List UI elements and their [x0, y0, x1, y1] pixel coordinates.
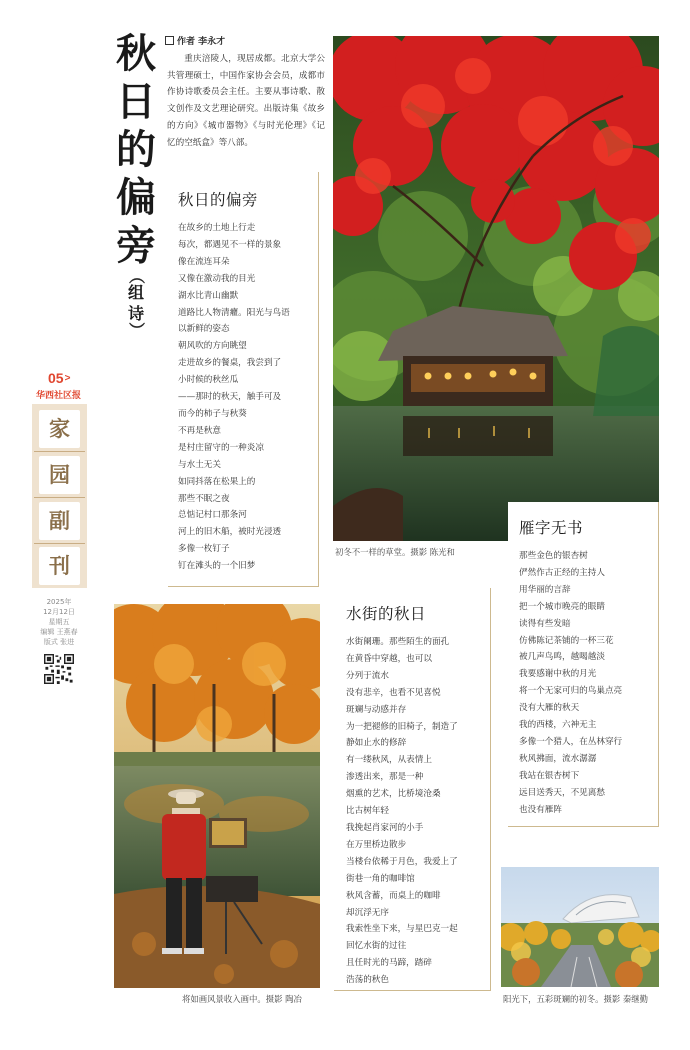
poem-box	[168, 172, 318, 586]
poem-line: 烟熏的艺术，比桥境沧桑	[346, 789, 441, 800]
author-label-row	[165, 34, 325, 51]
photo-painter	[114, 604, 320, 988]
page-number	[48, 370, 70, 386]
poem-line: 像在流连耳朵	[178, 256, 230, 267]
photo-city-image	[501, 867, 659, 987]
headline	[112, 30, 160, 336]
poem-line: 回忆水街的过往	[346, 941, 407, 952]
poem-line: 河上的旧木船，被时光浸透	[178, 527, 282, 538]
poem-line: 不再是秋意	[178, 425, 221, 436]
poem-line: 且任时光的马蹄，踏碎	[346, 958, 432, 969]
poem-line: 而今的柿子与秋葵	[178, 408, 247, 419]
headline-char: 偏	[116, 175, 156, 221]
poem-line: 朝风吹的方向眺望	[178, 341, 247, 352]
issue-date: 12月12日	[43, 608, 75, 616]
poem-line: 秋风拂面，流水潺潺	[519, 753, 597, 764]
poem-title: 雁字无书	[519, 519, 584, 537]
poem-line: 把一个城市晚亮的眼睛	[519, 601, 605, 612]
photo-caotang	[333, 36, 659, 541]
subtitle-paren-open: （	[127, 267, 146, 284]
caption-caotang: 初冬不一样的草堂。摄影 陈光和	[335, 547, 455, 557]
page-arrow: >	[64, 373, 71, 384]
photo-city	[501, 867, 659, 987]
poem-line: 读得有些发暗	[519, 618, 571, 629]
subtitle-char: 诗	[127, 304, 144, 323]
strip-divider	[34, 497, 85, 498]
poem-line: 湖水比青山幽默	[178, 290, 239, 301]
poem-line: 总惦记村口那条河	[178, 510, 247, 521]
poem-line: 将一个无家可归的鸟巢点亮	[519, 686, 623, 697]
author-label: 作者 李永才	[177, 37, 226, 47]
poem-line: 多像一个猎人，在丛林穿行	[519, 736, 623, 747]
poem-line: 用华丽的言辞	[519, 584, 571, 595]
paper-name: 华西社区报	[36, 391, 82, 401]
poem-line: 在故乡的土地上行走	[178, 223, 256, 233]
subtitle-char: 组	[127, 283, 144, 302]
poem-title: 秋日的偏旁	[178, 191, 259, 209]
poem-line: 小时候的秋丝瓜	[178, 375, 239, 386]
poem-line: 为一把褪修的旧椅子，制造了	[346, 721, 458, 732]
poem-line: 我要感谢中秋的月光	[519, 669, 597, 680]
subtitle-paren-close: ）	[127, 321, 146, 338]
poem-line: 没有大雁的秋天	[519, 703, 580, 714]
poem-line: 有一缕秋风，从表情上	[346, 755, 432, 766]
poem-line: 在黄昏中穿越，也可以	[346, 653, 432, 664]
square-icon	[165, 36, 174, 45]
poem-line: 斑斓与动感并存	[346, 704, 407, 715]
column-char: 副	[39, 502, 80, 540]
poem-line: 远目送秀天，不见离愁	[519, 787, 605, 798]
poem-line: 俨然作古正经的主持人	[519, 567, 605, 578]
poem-line: ——那时的秋天，触手可及	[178, 392, 282, 403]
author-block	[167, 34, 325, 152]
poem-line: 比古树年轻	[346, 806, 389, 817]
strip-divider	[34, 451, 85, 452]
poem-line: 道路比人物清癯。阳光与鸟语	[178, 307, 290, 318]
poem-line: 被几声鸟鸣，越喝越淡	[519, 652, 605, 663]
headline-char: 的	[116, 127, 156, 173]
headline-char: 旁	[116, 223, 156, 269]
poem-box	[334, 588, 490, 990]
poem-title: 水街的秋日	[346, 605, 427, 623]
poem-line: 那些不眠之夜	[178, 493, 230, 504]
poem-line: 走进故乡的餐桌，我尝到了	[178, 358, 282, 369]
poem-line: 浩荡的秋色	[346, 975, 389, 986]
poem-line: 那些金色的银杏树	[519, 551, 588, 561]
poem-line: 街巷一角的咖啡馆	[346, 873, 415, 884]
strip-divider	[34, 543, 85, 544]
poem-line: 我的西楼，六神无主	[519, 720, 597, 731]
poem-line: 仿佛陈记茶铺的一杯三花	[519, 635, 614, 646]
poem-line: 我站在银杏树下	[519, 770, 580, 781]
poem-line: 分列于流水	[346, 670, 389, 681]
poem-line: 当楼台依稀于月色，我爱上了	[346, 856, 458, 867]
poem-line: 也没有雁阵	[519, 804, 562, 815]
column-char: 园	[39, 456, 80, 494]
poem-line: 我挽起肖家河的小手	[346, 822, 424, 833]
poem-line: 渗透出来，那是一种	[346, 772, 424, 783]
poem-line: 没有悲辛，也看不见喜悦	[346, 687, 441, 698]
photo-caotang-image	[333, 36, 659, 541]
poem-line: 静如止水的修辞	[346, 738, 407, 749]
poem-line: 我索性坐下来，与星巴克一起	[346, 924, 458, 935]
issue-editor: 编辑 王燕春	[40, 628, 78, 636]
column-title-strip	[32, 404, 87, 588]
issue-weekday: 星期五	[48, 618, 70, 626]
column-char: 刊	[39, 547, 80, 585]
poem-box	[508, 502, 658, 826]
headline-char: 秋	[116, 31, 156, 77]
caption-painter: 将如画风景收入画中。摄影 陶冶	[182, 994, 302, 1004]
author-bio: 重庆涪陵人，现居成都。北京大学公共管理硕士，中国作家协会会员，成都市作协诗歌委员会主任。主要从事诗歌、散文创作及文艺理论研究。出版诗集《故乡的方向》《城市器物》《与时光伦理》《记忆的空纸盒》等八部。	[167, 53, 325, 148]
poem-line: 以新鲜的姿态	[178, 324, 230, 335]
poem-line: 是村庄留守的一种炎凉	[178, 442, 264, 453]
issue-info	[33, 597, 85, 647]
poem-line: 在万里桥边散步	[346, 839, 407, 850]
poem-line: 却沉浮无序	[346, 907, 389, 918]
qr-code-icon[interactable]	[44, 654, 74, 684]
poem-line: 如同抖落在松果上的	[178, 476, 256, 487]
poem-line: 每次，都遇见不一样的景象	[178, 239, 282, 250]
poem-line: 与水土无关	[178, 459, 221, 470]
column-char: 家	[39, 410, 80, 448]
issue-year: 2025年	[46, 598, 72, 606]
poem-line: 又像在激动我的目光	[178, 273, 256, 284]
issue-designer: 版式 张进	[43, 638, 75, 646]
poem-line: 多像一枚钉子	[178, 544, 230, 555]
poem-line: 钉在滩头的一个旧梦	[178, 561, 256, 572]
poem-line: 水街阑珊。那些陌生的面孔	[346, 637, 450, 647]
poem-line: 秋风含蓄，而桌上的咖啡	[346, 890, 441, 901]
page-number-value: 05	[48, 370, 64, 386]
headline-char: 日	[116, 79, 156, 125]
photo-painter-image	[114, 604, 320, 988]
caption-city: 阳光下，五彩斑斓的初冬。摄影 秦继勤	[503, 994, 649, 1004]
